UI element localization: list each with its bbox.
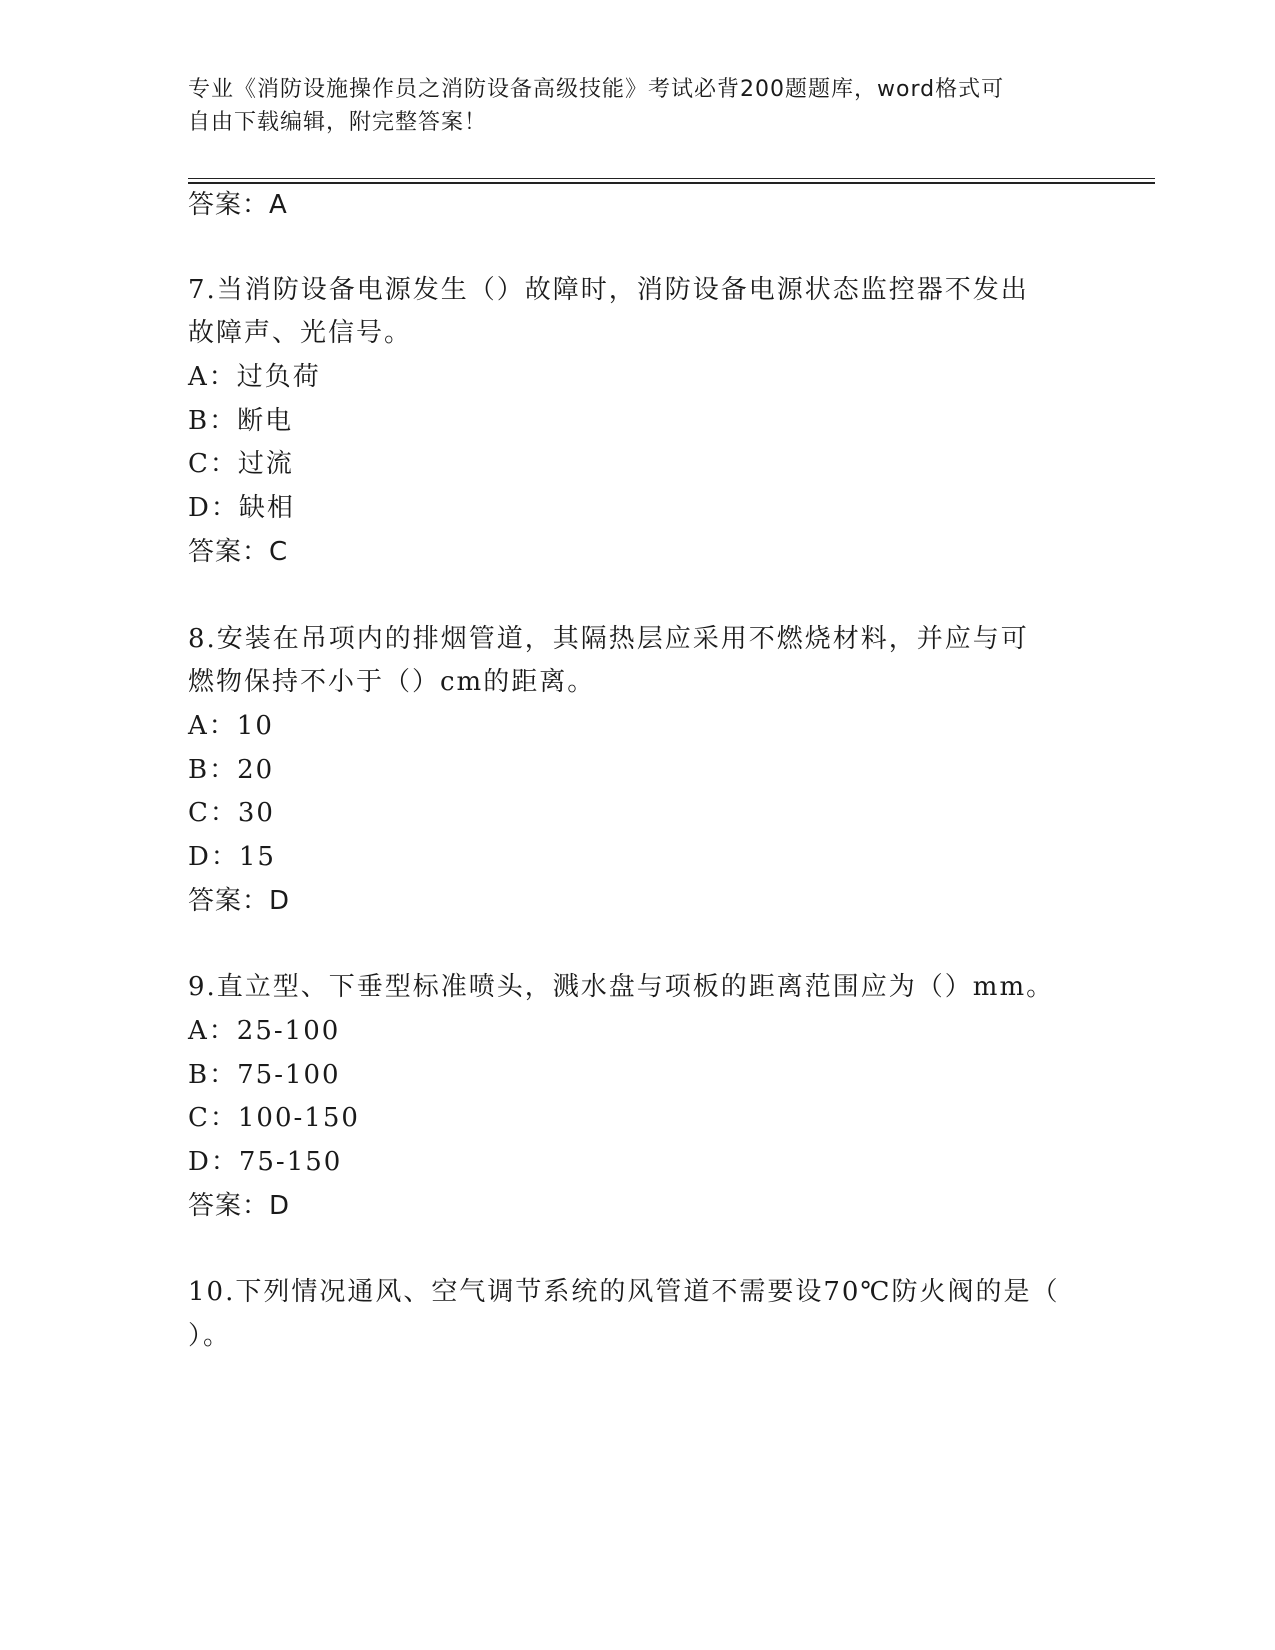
q9-option-a: A：25-100 bbox=[188, 1016, 341, 1046]
q8-stem-line-2: 燃物保持不小于（）cm的距离。 bbox=[188, 667, 596, 697]
q7-option-b: B：断电 bbox=[188, 406, 294, 436]
q9-stem-line-1: 9.直立型、下垂型标准喷头，溅水盘与项板的距离范围应为（）mm。 bbox=[188, 972, 1055, 1002]
q7-stem-line-2: 故障声、光信号。 bbox=[188, 318, 413, 348]
q7-option-a: A：过负荷 bbox=[188, 362, 321, 392]
q10-stem-line-1: 10.下列情况通风、空气调节系统的风管道不需要设70℃防火阀的是（ bbox=[188, 1277, 1060, 1307]
q9-option-c: C：100-150 bbox=[188, 1103, 360, 1133]
header-divider-thick bbox=[188, 182, 1155, 184]
document-header bbox=[188, 73, 1088, 139]
header-line-2: 自由下载编辑，附完整答案！ bbox=[188, 110, 488, 135]
q7-option-d: D：缺相 bbox=[188, 493, 295, 523]
q9-answer: 答案：D bbox=[188, 1191, 291, 1221]
q7-option-c: C：过流 bbox=[188, 449, 294, 479]
header-divider-thin bbox=[188, 178, 1155, 179]
q8-option-c: C：30 bbox=[188, 798, 275, 828]
q8-option-b: B：20 bbox=[188, 755, 275, 785]
q7-stem-line-1: 7.当消防设备电源发生（）故障时，消防设备电源状态监控器不发出 bbox=[188, 275, 1029, 305]
q8-answer: 答案：D bbox=[188, 886, 291, 916]
q8-option-a: A：10 bbox=[188, 711, 274, 741]
q10-stem-line-2: ）。 bbox=[188, 1321, 232, 1351]
q8-stem-line-1: 8.安装在吊项内的排烟管道，其隔热层应采用不燃烧材料，并应与可 bbox=[188, 624, 1029, 654]
answer-q6: 答案：A bbox=[188, 190, 288, 220]
header-line-1: 专业《消防设施操作员之消防设备高级技能》考试必背200题题库，word格式可 bbox=[188, 77, 1005, 102]
q9-option-d: D：75-150 bbox=[188, 1147, 343, 1177]
q7-answer: 答案：C bbox=[188, 537, 289, 567]
q9-option-b: B：75-100 bbox=[188, 1060, 341, 1090]
q8-option-d: D：15 bbox=[188, 842, 276, 872]
